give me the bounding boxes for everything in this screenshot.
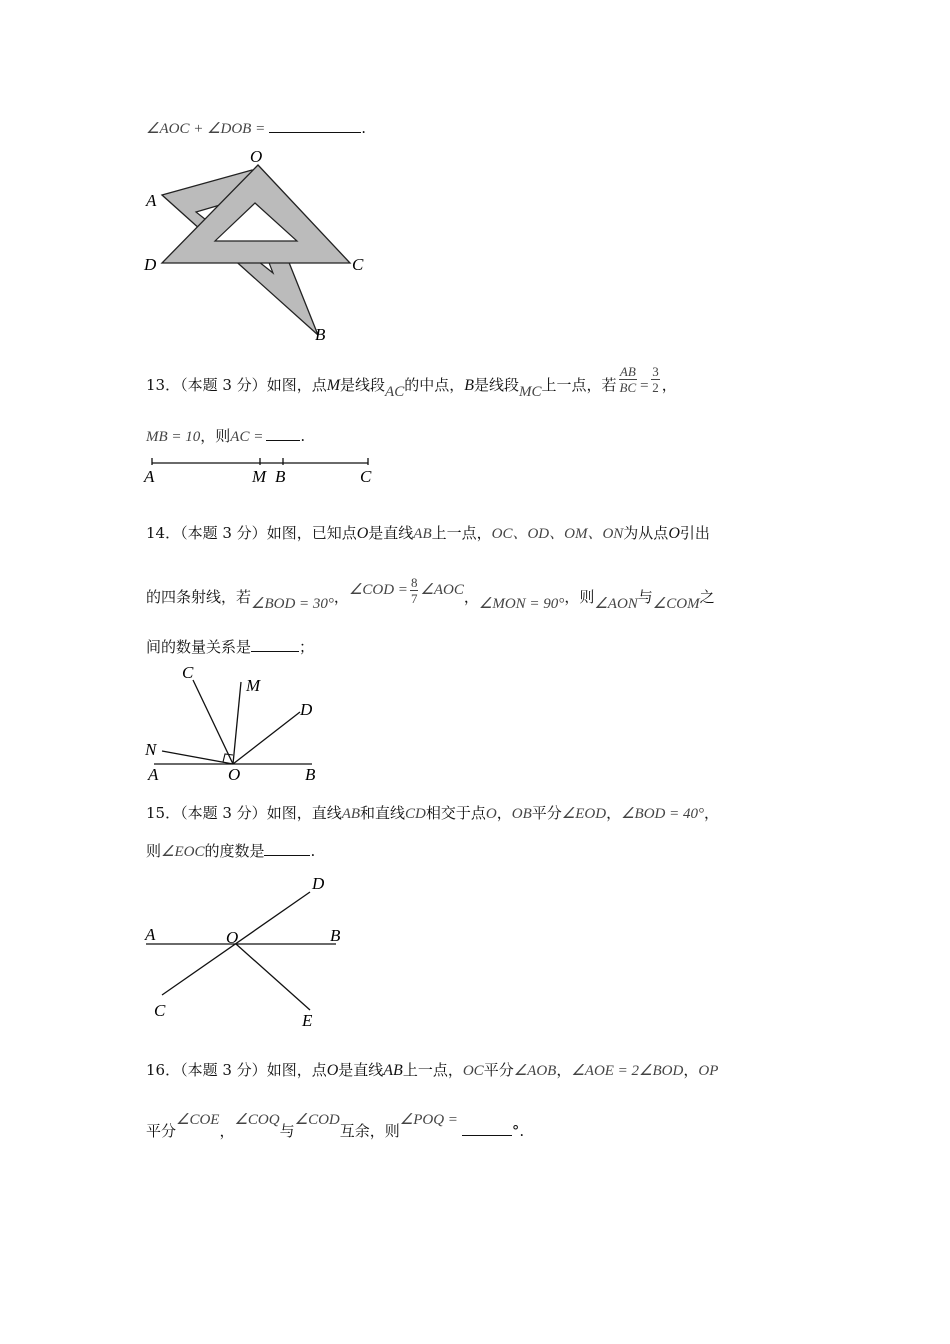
q16-POQ: ∠POQ = (399, 1112, 458, 1128)
q13-frac-den: BC (619, 379, 637, 395)
q15-AB: AB (341, 806, 361, 822)
q16-line1 (146, 1059, 718, 1080)
q13-t4: 是线段 (474, 376, 520, 394)
q15-l2a: 则 (146, 842, 162, 860)
q16-l2i: °. (511, 1122, 525, 1140)
q13-l2d: . (300, 427, 306, 445)
q16-t4: 平分 (483, 1061, 514, 1079)
q14-l3a: 间的数量关系是 (146, 638, 252, 656)
q14-l2f: ， (463, 588, 479, 606)
q13-l2b: ，则 (200, 427, 231, 445)
q13-frac-num: AB (619, 363, 636, 379)
q16-t2: 是直线 (338, 1061, 384, 1079)
q13-ac-eq: AC = (230, 429, 264, 445)
label-C: C (352, 255, 364, 274)
q15-t4: ， (496, 804, 512, 822)
q15-number: 15． (146, 804, 181, 822)
q14-aon: ∠AON (594, 596, 638, 612)
q13-figure (140, 450, 380, 490)
q15-line1 (146, 802, 719, 823)
q13-t3: 的中点， (404, 376, 465, 394)
label-C: C (182, 663, 194, 682)
q13-t1: 如图，点 (266, 376, 327, 394)
label-B: B (315, 325, 326, 344)
q16-t1: 如图，点 (266, 1061, 327, 1079)
q14-figure (140, 660, 340, 785)
q13-score: （本题 3 分） (180, 376, 267, 394)
label-B: B (275, 467, 286, 486)
label-C: C (154, 1001, 166, 1020)
q16-COQ: ∠COQ (234, 1112, 280, 1128)
q13-fraction-ab-bc (619, 364, 638, 395)
q14-t3: 上一点， (431, 524, 492, 542)
q14-O: O (356, 525, 369, 542)
q16-number: 16． (146, 1061, 181, 1079)
q15-t6: ， (606, 804, 622, 822)
q13-number: 13． (146, 376, 181, 394)
q16-l2g: 互余，则 (339, 1122, 400, 1140)
label-M: M (252, 467, 267, 486)
q16-O: O (326, 1062, 339, 1079)
q14-number: 14． (146, 524, 181, 542)
q14-aoc: ∠AOC (420, 582, 464, 598)
q15-CD: CD (405, 806, 426, 822)
q15-line2 (146, 840, 315, 861)
q16-AOE: ∠AOE = 2∠BOD (571, 1063, 684, 1079)
q14-score: （本题 3 分） (180, 524, 267, 542)
label-D: D (144, 255, 157, 274)
q14-l3b: ； (299, 638, 315, 656)
q14-answer-blank[interactable] (251, 637, 299, 652)
q16-OP: OP (698, 1063, 719, 1079)
q14-line1 (146, 522, 710, 543)
q14-frac-num: 8 (410, 574, 418, 590)
q15-t1: 如图，直线 (266, 804, 342, 822)
q14-l2c: ， (333, 588, 349, 606)
q16-AB: AB (383, 1062, 403, 1079)
q16-COE: ∠COE (176, 1112, 220, 1128)
q13-mb-eq: MB = 10 (146, 429, 201, 445)
label-O: O (226, 928, 239, 947)
q13-M: M (326, 377, 341, 394)
q13-frac2-den: 2 (652, 379, 659, 395)
q13-comma: ， (661, 376, 677, 394)
label-O: O (228, 765, 241, 784)
label-C: C (360, 467, 372, 486)
q16-score: （本题 3 分） (180, 1061, 267, 1079)
q16-OC: OC (462, 1063, 484, 1079)
q15-l2c: 的度数是 (204, 842, 265, 860)
q14-l2l: 之 (699, 588, 715, 606)
q14-fraction-8-7 (410, 575, 419, 606)
q13-t2: 是线段 (340, 376, 386, 394)
q15-t7: ， (703, 804, 719, 822)
q15-OB: OB (511, 806, 532, 822)
q13-t5: 上一点，若 (541, 376, 617, 394)
q13-MC: MC (519, 384, 542, 400)
q15-figure (140, 870, 360, 1035)
q15-answer-blank[interactable] (264, 841, 310, 856)
q13-answer-blank[interactable] (266, 426, 300, 441)
q16-l2a: 平分 (146, 1122, 177, 1140)
q12-answer-blank[interactable] (269, 118, 361, 133)
label-A: A (148, 765, 159, 784)
q14-t2: 是直线 (368, 524, 414, 542)
q14-bod: ∠BOD = 30° (251, 596, 334, 612)
q15-t5: 平分 (531, 804, 562, 822)
q15-EOC: ∠EOC (161, 844, 205, 860)
q16-t5: ， (556, 1061, 572, 1079)
q16-l2e: 与 (279, 1122, 295, 1140)
label-O: O (250, 147, 263, 166)
q14-com: ∠COM (652, 596, 700, 612)
q13-frac2-num: 3 (652, 363, 659, 379)
label-E: E (302, 1011, 313, 1030)
q15-O: O (485, 806, 497, 822)
q12-text (146, 118, 366, 138)
q13-line2 (146, 425, 305, 446)
q14-t1: 如图，已知点 (266, 524, 357, 542)
label-D: D (300, 700, 313, 719)
q15-EOD: ∠EOD (561, 806, 607, 822)
q13-eq: = (639, 378, 650, 394)
q16-t6: ， (683, 1061, 699, 1079)
q12-figure (140, 145, 370, 350)
q14-mon: ∠MON = 90° (478, 596, 565, 612)
q13-line1 (146, 363, 677, 400)
q13-B: B (464, 377, 475, 394)
q14-t5: 引出 (679, 524, 710, 542)
q16-t3: 上一点， (402, 1061, 463, 1079)
q16-AOB: ∠AOB (513, 1063, 557, 1079)
q15-BOD: ∠BOD = 40° (621, 806, 704, 822)
q14-l2h: ，则 (564, 588, 595, 606)
q12-expr: ∠AOC + ∠DOB = (146, 121, 266, 137)
q16-l2c: ， (219, 1122, 235, 1140)
q14-cod: ∠COD = (348, 582, 408, 598)
q16-answer-blank[interactable] (462, 1121, 512, 1136)
q15-t3: 相交于点 (425, 804, 486, 822)
label-M: M (246, 676, 261, 695)
q14-l2j: 与 (637, 588, 653, 606)
label-D: D (312, 874, 325, 893)
q15-score: （本题 3 分） (180, 804, 267, 822)
label-B: B (305, 765, 316, 784)
q14-frac-den: 7 (410, 590, 418, 606)
q14-t4: 为从点 (623, 524, 669, 542)
q14-line3 (146, 636, 314, 657)
label-N: N (145, 740, 157, 759)
q14-l2a: 的四条射线，若 (146, 588, 252, 606)
q14-AB: AB (413, 526, 432, 542)
q15-l2d: . (310, 842, 316, 860)
q14-line2 (146, 574, 715, 612)
q13-AC: AC (385, 384, 405, 400)
q16-line2 (146, 1112, 525, 1141)
q14-rays: OC、OD、OM、ON (491, 526, 624, 542)
label-A: A (145, 925, 156, 944)
label-A: A (146, 191, 157, 210)
q13-fraction-3-2 (651, 364, 660, 395)
q14-O2: O (668, 525, 680, 542)
q15-t2: 和直线 (360, 804, 406, 822)
label-A: A (144, 467, 155, 486)
q12-tail: . (361, 119, 366, 137)
label-B: B (330, 926, 341, 945)
q16-COD: ∠COD (294, 1112, 340, 1128)
